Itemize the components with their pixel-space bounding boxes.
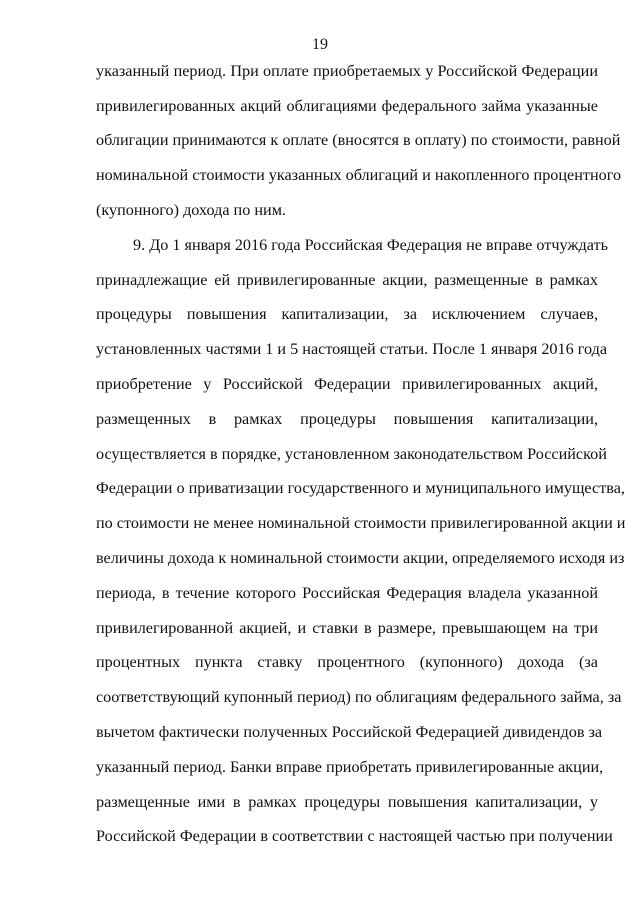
paragraph-9-first-line: 9. До 1 января 2016 года Российская Федерация не вправе отчуждать [133,236,609,254]
text-line: соответствующий купонный период) по облигациям федерального займа, за [96,688,622,706]
text-line: указанный период. Банки вправе приобретать привилегированные акции, [96,758,604,776]
text-line: размещенные ими в рамках процедуры повышения капитализации, у [96,793,598,811]
text-line: принадлежащие ей привилегированные акции, размещенные в рамках [96,271,598,289]
text-line: по стоимости не менее номинальной стоимости привилегированной акции и [96,514,626,532]
text-line: размещенных в рамках процедуры повышения капитализации, [96,410,598,428]
text-line: приобретение у Российской Федерации привилегированных акций, [96,375,598,393]
text-line: процентных пункта ставку процентного (купонного) дохода (за [96,653,598,671]
text-line: облигации принимаются к оплате (вносятся в оплату) по стоимости, равной [96,131,621,149]
text-line: Российской Федерации в соответствии с настоящей частью при получении [96,827,613,845]
text-line: привилегированной акцией, и ставки в размере, превышающем на три [96,619,598,637]
text-line: Федерации о приватизации государственного и муниципального имущества, [96,479,625,497]
text-line: периода, в течение которого Российская Федерация владела указанной [96,584,598,602]
text-line: величины дохода к номинальной стоимости акции, определяемого исходя из [96,549,625,567]
text-line: указанный период. При оплате приобретаемых у Российской Федерации [96,62,598,80]
text-line: осуществляется в порядке, установленном законодательством Российской [96,445,607,463]
text-line: привилегированных акций облигациями федерального займа указанные [96,97,598,115]
text-line: номинальной стоимости указанных облигаций и накопленного процентного [96,166,622,184]
text-line: вычетом фактически полученных Российской Федерацией дивидендов за [96,723,603,741]
text-line: процедуры повышения капитализации, за исключением случаев, [96,305,598,323]
page-number: 19 [312,36,328,53]
text-line: (купонного) дохода по ним. [96,201,286,219]
text-line: установленных частями 1 и 5 настоящей статьи. После 1 января 2016 года [96,340,608,358]
